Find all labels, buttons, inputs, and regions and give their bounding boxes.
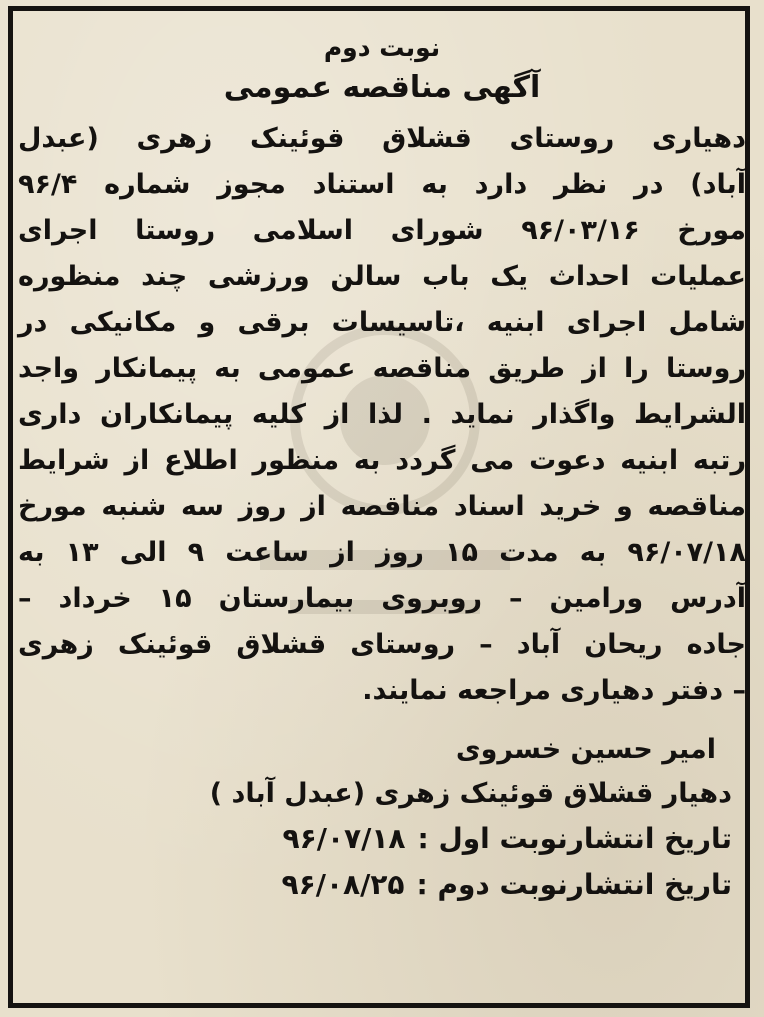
publication-date-second <box>18 862 746 908</box>
signatory-name: امیر حسین خسروی <box>455 734 716 765</box>
body-line: مناقصه و خرید اسناد مناقصه از روز سه شنبه مورخ <box>18 491 746 522</box>
publication-label: تاریخ انتشارنوبت دوم : <box>416 868 732 901</box>
notice-title: آگهی مناقصه عمومی <box>223 70 541 105</box>
body-line: الشرایط واگذار نماید . لذا از کلیه پیمانکاران داری <box>18 399 746 430</box>
signature-block <box>18 728 746 908</box>
body-line: رتبه ابنیه دعوت می گردد به منظور اطلاع از شرایط <box>18 445 746 476</box>
body-line: آباد) در نظر دارد به استناد مجوز شماره ۹۶/۴ <box>18 169 746 200</box>
round-label: نوبت دوم <box>323 33 441 62</box>
body-line: شامل اجرای ابنیه ،تاسیسات برقی و مکانیکی در <box>18 307 746 338</box>
body-line: مورخ ۹۶/۰۳/۱۶ شورای اسلامی روستا اجرای <box>18 215 747 246</box>
notice-body <box>18 116 746 714</box>
body-line: روستا را از طریق مناقصه عمومی به پیمانکار واجد <box>18 353 746 384</box>
publication-date-first <box>18 816 746 862</box>
publication-date: ۹۶/۰۷/۱۸ <box>282 822 406 855</box>
signatory-title: دهیار قشلاق قوئینک زهری (عبدل آباد ) <box>209 778 732 809</box>
body-line: – دفتر دهیاری مراجعه نمایند. <box>362 675 746 706</box>
body-line: عملیات احداث یک باب سالن ورزشی چند منظوره <box>18 261 746 292</box>
notice-content <box>18 30 746 908</box>
body-line: ۹۶/۰۷/۱۸ به مدت ۱۵ روز از ساعت ۹ الی ۱۳ به <box>18 537 746 568</box>
body-line: دهیاری روستای قشلاق قوئینک زهری (عبدل <box>18 123 746 154</box>
publication-label: تاریخ انتشارنوبت اول : <box>417 822 732 855</box>
body-line: جاده ریحان آباد – روستای قشلاق قوئینک زهری <box>18 629 746 660</box>
publication-date: ۹۶/۰۸/۲۵ <box>281 868 405 901</box>
body-line: آدرس ورامین – روبروی بیمارستان ۱۵ خرداد – <box>18 583 747 614</box>
